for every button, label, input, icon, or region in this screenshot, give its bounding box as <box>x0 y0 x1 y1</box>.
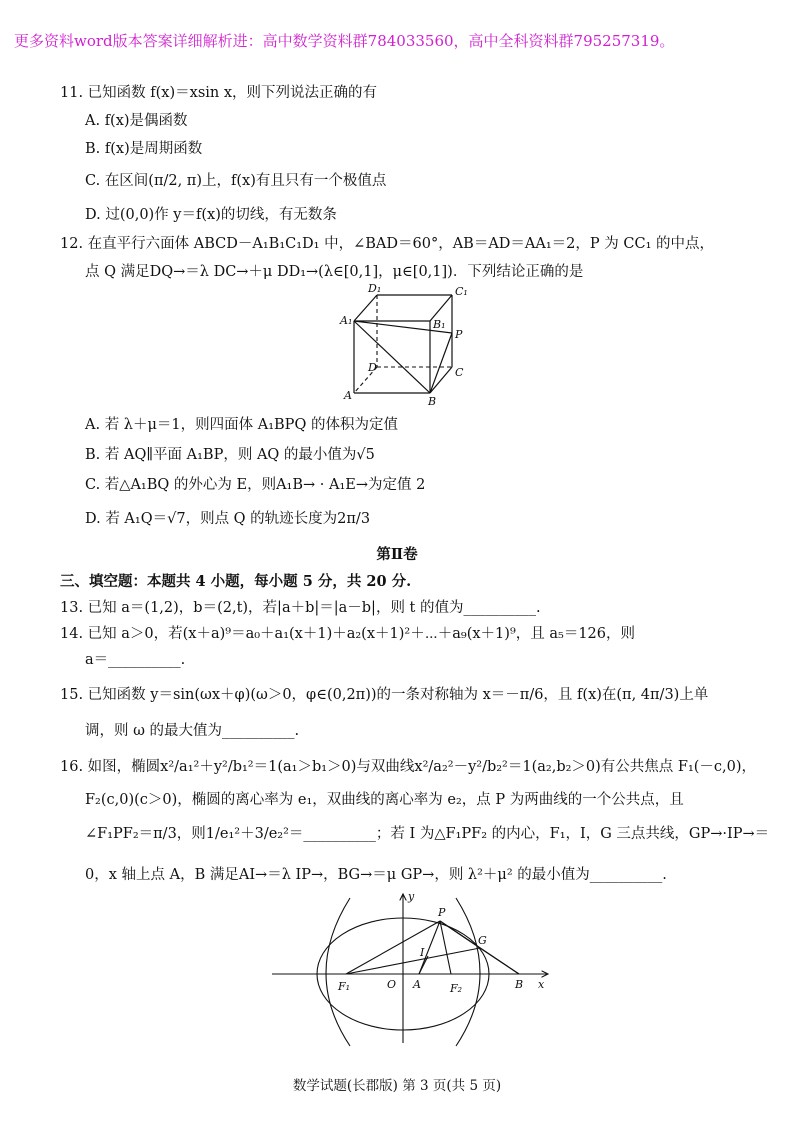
q16-line3: ∠F₁PF₂＝π/3，则1/e₁²＋3/e₂²＝__________；若 I 为△F₁PF₂ 的内心，F₁，I，G 三点共线，GP→·IP→＝ <box>85 826 770 842</box>
fig-label-o: O <box>387 978 397 991</box>
q16-line1: 16. 如图，椭圆x²/a₁²＋y²/b₁²＝1(a₁＞b₁＞0)与双曲线x²/a₂²－y²/b₂²＝1(a₂,b₂＞0)有公共焦点 F₁(－c,0)， <box>60 759 757 775</box>
cube-label-a: A <box>344 389 352 402</box>
ellipse-hyperbola-figure <box>268 888 558 1048</box>
section-title: 第Ⅱ卷 <box>376 546 418 563</box>
q14-line1: 14. 已知 a＞0，若(x＋a)⁹＝a₀＋a₁(x＋1)＋a₂(x＋1)²＋⋯＋a₉(x＋1)⁹，且 a₅＝126，则 <box>60 626 635 642</box>
promo-banner: 更多资料word版本答案详细解析进：高中数学资料群784033560，高中全科资料群795257319。 <box>14 32 675 50</box>
fig-label-f2: F₂ <box>450 982 463 995</box>
q12-stem-line2: 点 Q 满足DQ→＝λ DC→＋μ DD₁→(λ∈[0,1]，μ∈[0,1])．下列结论正确的是 <box>85 264 584 280</box>
page-footer: 数学试题(长郡版) 第 3 页(共 5 页) <box>292 1078 502 1094</box>
q15-line1: 15. 已知函数 y＝sin(ωx＋φ)(ω＞0，φ∈(0,2π))的一条对称轴为 x＝－π/6，且 f(x)在(π, 4π/3)上单 <box>60 687 709 703</box>
q16-line2: F₂(c,0)(c＞0)，椭圆的离心率为 e₁，双曲线的离心率为 e₂，点 P 为两曲线的一个公共点，且 <box>85 792 684 808</box>
q14-line2: a＝__________. <box>85 652 186 668</box>
q11-stem: 11. 已知函数 f(x)＝xsin x，则下列说法正确的有 <box>60 85 378 101</box>
q12-option-d: D. 若 A₁Q＝√7，则点 Q 的轨迹长度为2π/3 <box>85 511 371 527</box>
q13: 13. 已知 a＝(1,2)，b＝(2,t)，若|a＋b|＝|a－b|，则 t 的值为__________. <box>60 600 541 616</box>
q12-option-a: A. 若 λ＋μ＝1，则四面体 A₁BPQ 的体积为定值 <box>85 417 398 433</box>
cube-label-d1: D₁ <box>368 283 382 295</box>
q11-option-b: B. f(x)是周期函数 <box>85 141 203 157</box>
q11-option-c: C. 在区间(π/2, π)上，f(x)有且只有一个极值点 <box>85 173 387 189</box>
cube-label-a1: A₁ <box>340 314 353 327</box>
q12-stem-line1: 12. 在直平行六面体 ABCD－A₁B₁C₁D₁ 中，∠BAD＝60°，AB＝AD＝AA₁＝2，P 为 CC₁ 的中点， <box>60 236 714 252</box>
fig-label-b: B <box>515 978 524 991</box>
cube-label-b: B <box>428 395 437 408</box>
q12-option-b: B. 若 AQ∥平面 A₁BP，则 AQ 的最小值为√5 <box>85 447 375 463</box>
q11-option-a: A. f(x)是偶函数 <box>85 113 188 129</box>
cube-label-p: P <box>455 328 463 341</box>
fig-label-y: y <box>408 890 415 903</box>
fig-label-p: P <box>438 906 446 919</box>
cube-label-b1: B₁ <box>433 318 446 331</box>
q11-option-d: D. 过(0,0)作 y＝f(x)的切线，有无数条 <box>85 207 337 223</box>
q15-line2: 调，则 ω 的最大值为__________. <box>85 723 300 739</box>
fig-label-g: G <box>478 934 487 947</box>
part3-title: 三、填空题：本题共 4 小题，每小题 5 分，共 20 分. <box>60 573 412 590</box>
cube-label-d: D <box>368 361 377 374</box>
parallelepiped-figure <box>330 283 490 408</box>
cube-label-c1: C₁ <box>455 285 468 298</box>
cube-label-c: C <box>455 366 464 379</box>
fig-label-x: x <box>538 978 545 991</box>
fig-label-a: A <box>413 978 421 991</box>
fig-label-i: I <box>420 946 425 959</box>
fig-label-f1: F₁ <box>338 980 351 993</box>
q16-line4: 0，x 轴上点 A，B 满足AI→＝λ IP→，BG→＝μ GP→，则 λ²＋μ² 的最小值为__________. <box>85 867 667 883</box>
q12-option-c: C. 若△A₁BQ 的外心为 E，则A₁B→ · A₁E→为定值 2 <box>85 477 426 493</box>
